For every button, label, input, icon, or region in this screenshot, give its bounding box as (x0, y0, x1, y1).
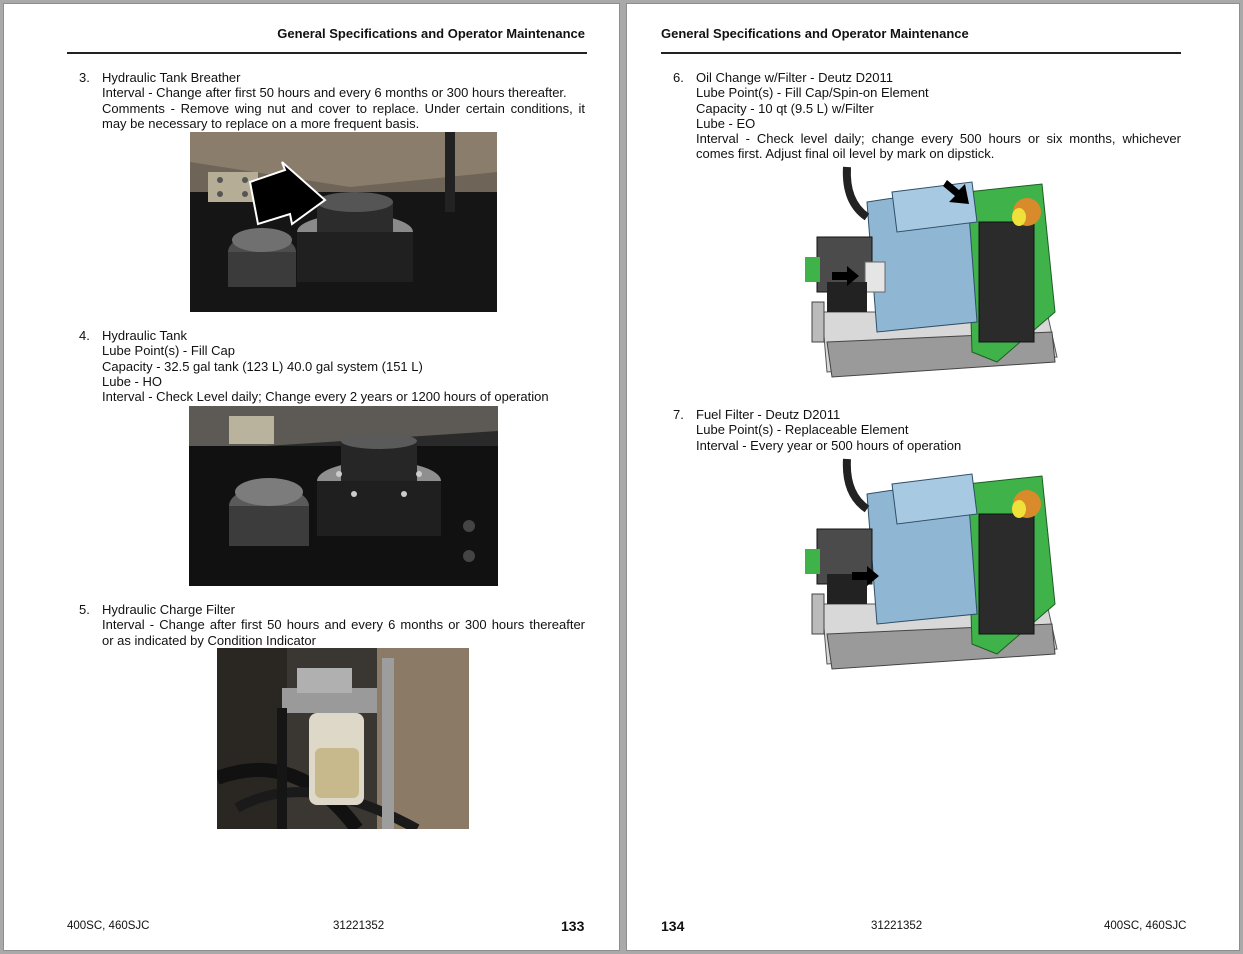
charge-filter-photo (217, 648, 469, 829)
item-line: Lube Point(s) - Fill Cap (102, 343, 235, 359)
item-title: Fuel Filter - Deutz D2011 (696, 407, 841, 422)
item-line: Interval - Change after first 50 hours and every 6 months or 300 hours thereafter. (102, 85, 567, 101)
item-line: may be necessary to replace on a more frequent basis. (102, 115, 420, 131)
item-title: Hydraulic Charge Filter (102, 602, 235, 617)
header-rule (661, 52, 1181, 54)
item-number: 6. (673, 70, 684, 85)
footer-doc-number: 31221352 (871, 920, 923, 932)
page-header: General Specifications and Operator Maintenance (661, 26, 969, 41)
item-title: Hydraulic Tank (102, 328, 188, 343)
left-page (3, 3, 620, 951)
item-line: Interval - Every year or 500 hours of operation (696, 437, 962, 453)
item-number: 3. (79, 70, 90, 85)
item-title: Hydraulic Tank Breather (102, 70, 241, 85)
item-line: or as indicated by Condition Indicator (102, 632, 316, 648)
engine-fuel-diagram (797, 454, 1067, 680)
right-page (626, 3, 1240, 951)
item-line: Interval - Check level daily; change every 500 hours or six months, whichever (696, 131, 1181, 147)
item-line: Lube Point(s) - Fill Cap/Spin-on Element (696, 85, 929, 101)
breather-photo (190, 132, 497, 312)
header-rule (67, 52, 587, 54)
item-line: Interval - Change after first 50 hours and every 6 months or 300 hours thereafter (102, 617, 585, 633)
item-line: Comments - Remove wing nut and cover to replace. Under certain conditions, it (102, 100, 585, 116)
item-number: 4. (79, 328, 90, 343)
engine-oil-diagram (797, 162, 1067, 388)
footer-doc-number: 31221352 (333, 920, 385, 932)
item-number: 5. (79, 602, 90, 617)
item-line: Capacity - 32.5 gal tank (123 L) 40.0 gal system (151 L) (102, 358, 423, 374)
item-line: Lube - HO (102, 373, 162, 389)
footer-model: 400SC, 460SJC (67, 920, 150, 932)
footer-model: 400SC, 460SJC (1104, 920, 1187, 932)
item-line: Lube Point(s) - Replaceable Element (696, 422, 909, 438)
item-line: comes first. Adjust final oil level by mark on dipstick. (696, 146, 995, 162)
page-header: General Specifications and Operator Maintenance (277, 26, 585, 41)
footer-page-number: 133 (561, 918, 585, 934)
footer-page-number: 134 (661, 918, 685, 934)
item-line: Interval - Check Level daily; Change every 2 years or 1200 hours of operation (102, 389, 549, 405)
item-line: Capacity - 10 qt (9.5 L) w/Filter (696, 100, 874, 116)
item-number: 7. (673, 407, 684, 422)
item-line: Lube - EO (696, 115, 756, 131)
item-title: Oil Change w/Filter - Deutz D2011 (696, 70, 894, 85)
hydraulic-tank-photo (189, 406, 498, 586)
